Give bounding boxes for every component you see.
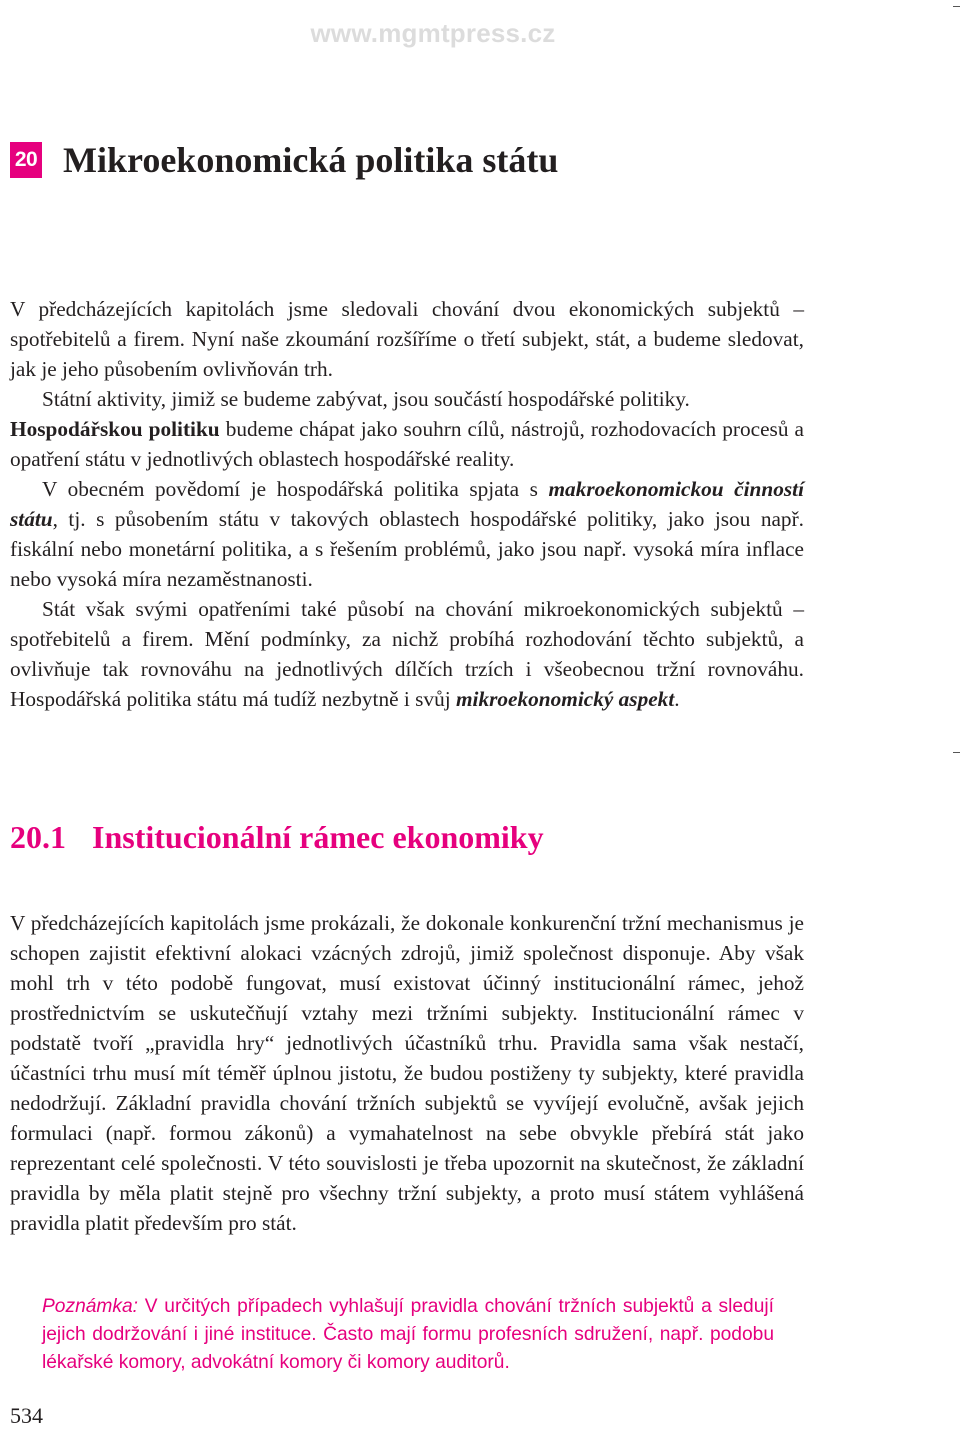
intro-paragraph-5: Stát však svými opatřeními také působí na chování mikroekonomických subjektů – spotřebitelů a firem. Mění podmínky, za nichž probíhá rozhodování těchto subjektů, a ovlivňuje tak rovnováhu na jednotlivých dílčích trzích i všeobecnou tržní rovnováhu. Hospodářská politika státu má tudíž nezbytně i svůj mikroekonomický aspekt. xyxy=(10,597,804,711)
intro-paragraph-3: Hospodářskou politiku budeme chápat jako souhrn cílů, nástrojů, rozhodovacích procesů a opatření státu v jednotlivých oblastech hospodářské reality. xyxy=(10,417,804,471)
watermark-url: www.mgmtpress.cz xyxy=(310,18,556,48)
intro-paragraph-1: V předcházejících kapitolách jsme sledovali chování dvou ekonomických subjektů – spotřebitelů a firem. Nyní naše zkoumání rozšíříme o třetí subjekt, stát, a budeme sledovat, jak je jeho působením ovlivňován trh. xyxy=(10,297,804,381)
intro-paragraph-4: V obecném povědomí je hospodářská politika spjata s makroekonomickou činností státu, tj. s působením státu v takových oblastech hospodářské politiky, jako jsou např. fiskální nebo monetární politika, a s řešením problémů, jako jsou např. vysoká míra inflace nebo vysoká míra nezaměstnanosti. xyxy=(10,477,805,591)
intro-paragraph-2: Státní aktivity, jimiž se budeme zabývat, jsou součástí hospodářské politiky. xyxy=(42,387,690,411)
section-number: 20.1 xyxy=(10,819,66,855)
page-number: 534 xyxy=(10,1403,43,1428)
chapter-heading xyxy=(10,140,558,180)
section-title: Institucionální rámec ekonomiky xyxy=(92,819,544,855)
note-label: Poznámka: xyxy=(42,1296,138,1317)
term-hospodarska-politika: Hospodářskou politiku xyxy=(10,417,220,441)
crop-mark-top xyxy=(953,6,960,7)
intro-body xyxy=(10,294,804,714)
note-box xyxy=(42,1293,774,1377)
chapter-number-badge: 20 xyxy=(10,142,42,178)
term-makroekonomicka-cinnost: makroekonomickou činností státu xyxy=(10,477,805,531)
crop-mark-middle xyxy=(953,752,960,753)
section-paragraph: V předcházejících kapitolách jsme prokázali, že dokonale konkurenční tržní mechanismus je schopen zajistit efektivní alokaci vzácných zdrojů, jimiž společnost disponuje. Aby však mohl trh v této podobě fungovat, musí existovat účinný institucionální rámec, jehož prostřednictvím se uskutečňují vztahy mezi tržními subjekty. Institucionální rámec v podstatě tvoří „pravidla hry“ jednotlivých účastníků trhu. Pravidla sama však nestačí, účastníci trhu musí mít téměř úplnou jistotu, že budou postiženy ty subjekty, které pravidla nedodržují. Základní pravidla chování tržních subjektů se vyvíjejí evolučně, avšak jejich formulaci (např. formou zákonů) a vymahatelnost na sebe obvykle přebírá stát jako reprezentant celé společnosti. V této souvislosti je třeba upozornit na skutečnost, že základní pravidla by měla platit stejně pro všechny tržní subjekty, a proto musí státem vyhlášená pravidla platit především pro stát. xyxy=(10,911,804,1235)
section-body xyxy=(10,908,804,1238)
section-heading xyxy=(10,815,544,859)
term-mikroekonomicky-aspekt: mikroekonomický aspekt xyxy=(455,687,675,711)
note-text: V určitých případech vyhlašují pravidla chování tržních subjektů a sledují jejich dodržování i jiné instituce. Často mají formu profesních sdružení, např. podobu lékařské komory, advokátní komory či komory auditorů. xyxy=(42,1296,774,1373)
chapter-title: Mikroekonomická politika státu xyxy=(63,140,559,180)
